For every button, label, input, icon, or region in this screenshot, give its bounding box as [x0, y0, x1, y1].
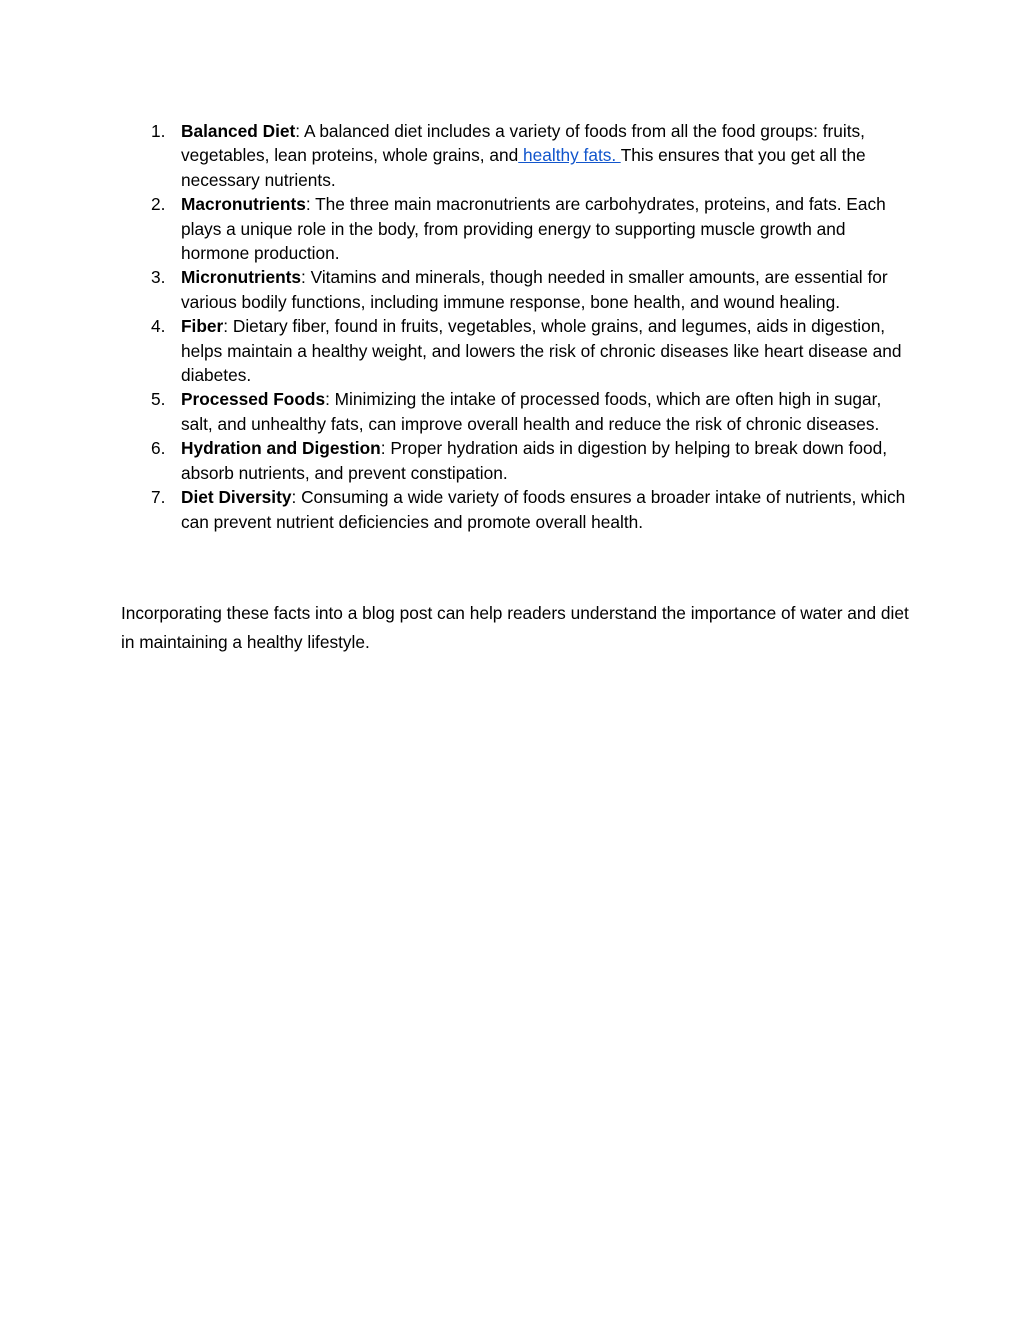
list-number: 6. — [151, 438, 166, 459]
fact-title: Processed Foods — [181, 389, 326, 410]
fact-text: : Vitamins and minerals, though needed in smaller amounts, are essential for various bodily functions, including immune response, bone health, and wound healing. — [181, 267, 888, 312]
fact-title: Diet Diversity — [181, 487, 292, 508]
fact-text: : Dietary fiber, found in fruits, vegetables, whole grains, and legumes, aids in digestion, helps maintain a healthy weight, and lowers the risk of chronic diseases like heart disease and diabetes. — [181, 316, 902, 386]
list-number: 1. — [151, 121, 166, 141]
fact-title: Balanced Diet — [181, 121, 296, 141]
diet-facts-list — [121, 119, 911, 534]
fact-text: : The three main macronutrients are carbohydrates, proteins, and fats. Each plays a unique role in the body, from providing energy to supporting muscle growth and hormone production. — [181, 194, 886, 264]
list-number: 7. — [151, 487, 166, 508]
list-item — [121, 265, 911, 314]
list-number: 4. — [151, 316, 166, 337]
fact-text: : Consuming a wide variety of foods ensures a broader intake of nutrients, which can prevent nutrient deficiencies and promote overall health. — [181, 487, 906, 532]
fact-title: Micronutrients — [181, 267, 302, 288]
list-item — [121, 485, 911, 534]
closing-paragraph: Incorporating these facts into a blog post can help readers understand the importance of water and diet in maintaining a healthy lifestyle. — [121, 603, 909, 652]
fact-text: : Minimizing the intake of processed foods, which are often high in sugar, salt, and unhealthy fats, can improve overall health and reduce the risk of chronic diseases. — [181, 389, 882, 434]
list-item — [121, 314, 911, 387]
fact-title: Fiber — [181, 316, 224, 337]
list-item — [121, 387, 911, 436]
fact-title: Macronutrients — [181, 194, 306, 215]
fact-text-after-link: This ensures that you get all the necessary nutrients. — [181, 145, 866, 190]
list-number: 3. — [151, 267, 166, 288]
list-number: 5. — [151, 389, 166, 410]
list-item — [121, 436, 911, 485]
list-number: 2. — [151, 194, 166, 215]
fact-text: : A balanced diet includes a variety of foods from all the food groups: fruits, vegetables, lean proteins, whole grains, and — [181, 121, 865, 166]
list-item — [121, 192, 911, 265]
list-item — [121, 119, 911, 192]
fact-text: : Proper hydration aids in digestion by helping to break down food, absorb nutrients, and prevent constipation. — [181, 438, 887, 483]
healthy-fats-link[interactable]: healthy fats. — [518, 145, 621, 166]
fact-title: Hydration and Digestion — [181, 438, 381, 459]
